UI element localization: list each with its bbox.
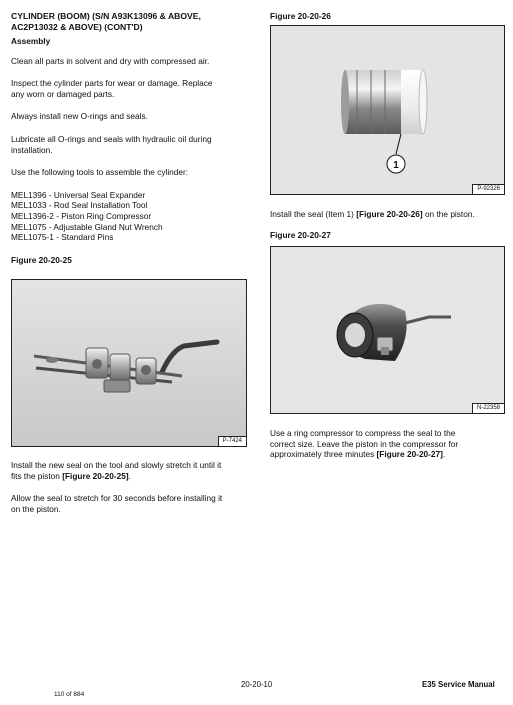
figure-26-photo bbox=[270, 25, 505, 195]
tool-item: MEL1033 - Rod Seal Installation Tool bbox=[11, 200, 148, 211]
paragraph-tools-intro: Use the following tools to assemble the cylinder: bbox=[11, 167, 189, 178]
tool-item: MEL1075-1 - Standard Pins bbox=[11, 232, 114, 243]
paragraph-allow-line1: Allow the seal to stretch for 30 seconds before installing it bbox=[11, 493, 223, 504]
tool-item: MEL1075 - Adjustable Gland Nut Wrench bbox=[11, 221, 163, 232]
figure-25-photo bbox=[11, 279, 247, 447]
paragraph-clean: Clean all parts in solvent and dry with compressed air. bbox=[11, 55, 210, 66]
paragraph-lubricate-line2: installation. bbox=[11, 144, 53, 155]
page-count: 110 of 884 bbox=[54, 691, 85, 698]
figure-26-tag: P-92326 bbox=[472, 184, 504, 194]
figure-27-photo bbox=[270, 246, 505, 414]
page-number: 20-20-10 bbox=[241, 680, 273, 689]
caption-install-seal: Install the seal (Item 1) [Figure 20-20-26] on the piston. bbox=[270, 209, 475, 219]
figure-25-reference: [Figure 20-20-25] bbox=[62, 470, 129, 481]
figure-27-tag: N-22358 bbox=[472, 403, 504, 413]
seal-expander-tool-illustration bbox=[12, 280, 246, 446]
figure-26-reference: [Figure 20-20-26] bbox=[356, 209, 423, 219]
caption-compress-line3: approximately three minutes [Figure 20-20-27]. bbox=[270, 449, 446, 460]
figure-27-label: Figure 20-20-27 bbox=[270, 229, 331, 240]
tool-item: MEL1396 - Universal Seal Expander bbox=[11, 189, 146, 200]
piston-seal-illustration bbox=[271, 26, 504, 194]
paragraph-lubricate-line1: Lubricate all O-rings and seals with hydraulic oil during bbox=[11, 133, 212, 144]
right-column-mid bbox=[270, 209, 506, 240]
figure-25-label: Figure 20-20-25 bbox=[11, 254, 72, 265]
manual-title: E35 Service Manual bbox=[422, 680, 495, 689]
paragraph-inspect-line1: Inspect the cylinder parts for wear or damage. Replace bbox=[11, 78, 213, 89]
right-column bbox=[270, 11, 504, 22]
section-title-line1: CYLINDER (BOOM) (S/N A93K13096 & ABOVE, bbox=[11, 11, 201, 21]
ring-compressor-illustration bbox=[271, 247, 504, 413]
figure-25-tag: P-7424 bbox=[218, 436, 246, 446]
left-column-lower bbox=[11, 460, 247, 514]
paragraph-orings: Always install new O-rings and seals. bbox=[11, 111, 148, 122]
section-title-line2: AC2P13032 & ABOVE) (CONT'D) bbox=[11, 22, 143, 32]
figure-26-label: Figure 20-20-26 bbox=[270, 11, 331, 21]
callout-1: 1 bbox=[393, 160, 399, 171]
caption-compress-line2: correct size. Leave the piston in the compressor for bbox=[270, 438, 459, 449]
paragraph-inspect-line2: any worn or damaged parts. bbox=[11, 88, 115, 99]
right-column-lower bbox=[270, 428, 504, 460]
paragraph-allow-line2: on the piston. bbox=[11, 503, 61, 514]
paragraph-stretch-line1: Install the new seal on the tool and slowly stretch it until it bbox=[11, 460, 222, 470]
left-column bbox=[11, 11, 247, 265]
assembly-subheading: Assembly bbox=[11, 36, 51, 46]
paragraph-stretch-line2: fits the piston [Figure 20-20-25]. bbox=[11, 470, 131, 481]
tool-item: MEL1396-2 - Piston Ring Compressor bbox=[11, 210, 152, 221]
figure-27-reference: [Figure 20-20-27] bbox=[376, 449, 443, 460]
caption-compress-line1: Use a ring compressor to compress the seal to the bbox=[270, 428, 456, 438]
